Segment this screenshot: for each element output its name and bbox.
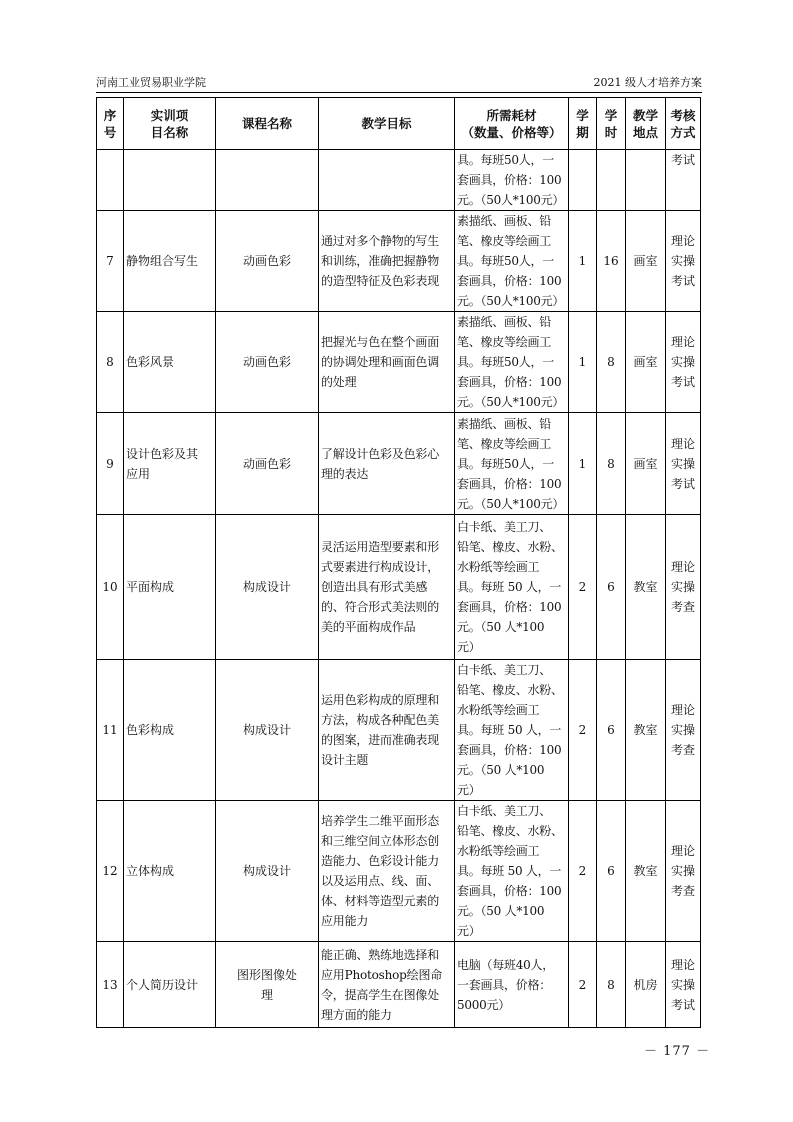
- document-title: 2021 级人才培养方案: [593, 76, 702, 89]
- cell-materials-line: 元。（50 人*100: [457, 620, 545, 634]
- table-row: [97, 211, 701, 312]
- cell-assessment-line: 考试: [670, 274, 695, 288]
- cell-goal-line: 美的平面构成作品: [321, 620, 416, 634]
- cell-no: [97, 150, 124, 211]
- cell-assessment: [666, 942, 701, 1028]
- cell-project-line: 设计色彩及其: [126, 446, 199, 461]
- cell-goal-line: 的处理: [321, 375, 357, 389]
- table-row: [97, 515, 701, 660]
- cell-project-line: 静物组合写生: [126, 254, 199, 268]
- cell-course-line: 构成设计: [242, 580, 291, 594]
- cell-goal-line: 通过对多个静物的写生: [321, 234, 440, 248]
- cell-assessment-line: 考试: [670, 997, 695, 1012]
- cell-goal-line: 令，提高学生在图像处: [321, 987, 440, 1002]
- cell-goal-line: 的造型特征及色彩表现: [321, 274, 440, 288]
- header-location: 教学 地点: [626, 98, 666, 150]
- cell-course: [216, 413, 319, 515]
- cell-goal-line: 应用Photoshop绘图命: [321, 967, 443, 982]
- cell-materials-line: 具。每班50人，一: [457, 153, 555, 167]
- cell-materials-line: 白卡纸、美工刀、: [457, 520, 552, 534]
- cell-no: 9: [97, 413, 124, 515]
- cell-assessment-line: 考试: [670, 375, 695, 389]
- cell-hours: [597, 150, 626, 211]
- cell-materials-line: 电脑（每班40人，: [457, 957, 555, 972]
- cell-assessment-line: 理论: [670, 560, 695, 574]
- cell-materials-line: 铅笔、橡皮、水粉、: [457, 540, 563, 554]
- cell-materials-line: 素描纸、画板、铅: [457, 214, 552, 228]
- cell-goal: [319, 413, 455, 515]
- cell-course-line: 构成设计: [242, 864, 291, 878]
- cell-materials-line: 元）: [457, 783, 481, 797]
- header-term: 学 期: [569, 98, 597, 150]
- cell-hours: 6: [597, 660, 626, 801]
- cell-materials-line: 元）: [457, 640, 481, 654]
- cell-materials-line: 具。每班 50 人，一: [457, 723, 562, 737]
- cell-goal-line: 的图案，进而准确表现: [321, 733, 440, 747]
- cell-location: [626, 150, 666, 211]
- cell-assessment-line: 实操: [670, 864, 695, 878]
- cell-materials: [455, 660, 569, 801]
- cell-goal-line: 应用能力: [321, 914, 369, 928]
- cell-project: [124, 413, 216, 515]
- cell-assessment-line: 考查: [670, 600, 695, 614]
- cell-course: [216, 211, 319, 312]
- cell-materials-line: 元）: [457, 924, 481, 938]
- cell-assessment-line: 实操: [670, 977, 695, 992]
- cell-project-line: 平面构成: [126, 580, 175, 594]
- header-course: 课程名称: [216, 98, 319, 150]
- cell-materials-line: 套画具，价格：100: [457, 476, 562, 491]
- cell-materials-line: 水粉纸等绘画工: [457, 844, 540, 858]
- cell-materials-line: 素描纸、画板、铅: [457, 315, 552, 329]
- cell-hours: 6: [597, 515, 626, 660]
- cell-goal-line: 以及运用点、线、面、: [321, 874, 440, 888]
- cell-project: [124, 211, 216, 312]
- cell-project-line: 色彩构成: [126, 723, 175, 737]
- cell-materials-line: 套画具，价格：100: [457, 375, 562, 389]
- cell-term: 2: [569, 515, 597, 660]
- cell-project: [124, 150, 216, 211]
- table-row: [97, 942, 701, 1028]
- cell-materials-line: 水粉纸等绘画工: [457, 703, 540, 717]
- cell-hours: 6: [597, 801, 626, 942]
- cell-project: [124, 515, 216, 660]
- cell-course: [216, 801, 319, 942]
- cell-hours: 8: [597, 413, 626, 515]
- cell-no: 8: [97, 312, 124, 413]
- cell-materials-line: 套画具，价格：100: [457, 743, 562, 757]
- cell-materials-line: 元。（50人*100元）: [457, 496, 565, 511]
- cell-materials-line: 铅笔、橡皮、水粉、: [457, 824, 563, 838]
- cell-assessment-line: 实操: [670, 456, 695, 471]
- cell-assessment: [666, 312, 701, 413]
- cell-term: 1: [569, 312, 597, 413]
- cell-assessment-line: 理论: [670, 957, 695, 972]
- cell-project-line: 应用: [126, 466, 151, 481]
- cell-goal-line: 运用色彩构成的原理和: [321, 693, 440, 707]
- header-no: 序 号: [97, 98, 124, 150]
- cell-goal-line: 式要素进行构成设计，: [321, 560, 440, 574]
- cell-assessment: [666, 413, 701, 515]
- cell-project: [124, 312, 216, 413]
- cell-assessment: [666, 211, 701, 312]
- cell-course-line: 动画色彩: [242, 254, 291, 268]
- cell-assessment: [666, 660, 701, 801]
- cell-materials-line: 5000元）: [457, 997, 511, 1012]
- cell-goal: [319, 660, 455, 801]
- cell-project-line: 个人简历设计: [126, 977, 199, 992]
- cell-materials: [455, 312, 569, 413]
- cell-no: 7: [97, 211, 124, 312]
- cell-hours: 8: [597, 312, 626, 413]
- training-table: [96, 97, 701, 1028]
- cell-materials-line: 元。（50人*100元）: [457, 294, 565, 308]
- table-row: [97, 312, 701, 413]
- cell-materials-line: 水粉纸等绘画工: [457, 560, 540, 574]
- cell-goal-line: 方法，构成各种配色美: [321, 713, 440, 727]
- cell-assessment-line: 理论: [670, 703, 695, 717]
- cell-course-line: 理: [260, 987, 273, 1002]
- header-assessment: 考核 方式: [666, 98, 701, 150]
- cell-goal-line: 的、符合形式美法则的: [321, 600, 440, 614]
- cell-goal-line: 能正确、熟练地选择和: [321, 947, 440, 962]
- table-body: [97, 150, 701, 1028]
- cell-project: [124, 801, 216, 942]
- cell-goal-line: 灵活运用造型要素和形: [321, 540, 440, 554]
- cell-hours: 16: [597, 211, 626, 312]
- cell-goal: [319, 312, 455, 413]
- cell-materials-line: 笔、橡皮等绘画工: [457, 436, 552, 451]
- cell-goal-line: 和训练，准确把握静物: [321, 254, 440, 268]
- cell-no: 12: [97, 801, 124, 942]
- cell-materials-line: 素描纸、画板、铅: [457, 416, 552, 431]
- cell-term: [569, 150, 597, 211]
- table-row: [97, 660, 701, 801]
- header-hours: 学 时: [597, 98, 626, 150]
- cell-no: 10: [97, 515, 124, 660]
- cell-project-line: 色彩风景: [126, 355, 175, 369]
- page-number: － 177 －: [644, 1044, 711, 1059]
- cell-location: 教室: [626, 660, 666, 801]
- cell-assessment-line: 理论: [670, 436, 695, 451]
- cell-no: 11: [97, 660, 124, 801]
- cell-goal-line: 培养学生二维平面形态: [321, 814, 440, 828]
- cell-term: 1: [569, 413, 597, 515]
- cell-course-line: 动画色彩: [242, 355, 291, 369]
- cell-assessment: [666, 515, 701, 660]
- cell-assessment-line: 理论: [670, 335, 695, 349]
- cell-materials-line: 元。（50 人*100: [457, 763, 545, 777]
- cell-materials-line: 具。每班50人，一: [457, 355, 555, 369]
- header-rule: [96, 92, 702, 93]
- cell-materials: [455, 515, 569, 660]
- cell-goal: [319, 942, 455, 1028]
- cell-goal: [319, 150, 455, 211]
- cell-goal-line: 把握光与色在整个画面: [321, 335, 440, 349]
- cell-location: 画室: [626, 413, 666, 515]
- cell-goal-line: 理的表达: [321, 466, 369, 481]
- cell-course: [216, 150, 319, 211]
- cell-course-line: 动画色彩: [242, 456, 291, 471]
- cell-materials-line: 元。（50人*100元）: [457, 193, 565, 207]
- cell-goal: [319, 211, 455, 312]
- cell-materials-line: 具。每班50人，一: [457, 254, 555, 268]
- cell-materials-line: 套画具，价格：100: [457, 173, 562, 187]
- cell-goal-line: 的协调处理和画面色调: [321, 355, 440, 369]
- cell-assessment: [666, 150, 701, 211]
- cell-materials-line: 元。（50人*100元）: [457, 395, 565, 409]
- cell-materials-line: 具。每班 50 人，一: [457, 864, 562, 878]
- cell-course-line: 构成设计: [242, 723, 291, 737]
- header-materials: 所需耗材 （数量、价格等）: [455, 98, 569, 150]
- table-row: [97, 413, 701, 515]
- cell-location: 教室: [626, 515, 666, 660]
- cell-course: [216, 660, 319, 801]
- cell-assessment-line: 考查: [670, 884, 695, 898]
- cell-goal-line: 造能力、色彩设计能力: [321, 854, 440, 868]
- header-goal: 教学目标: [319, 98, 455, 150]
- cell-assessment-line: 考查: [670, 743, 695, 757]
- cell-goal-line: 体、材料等造型元素的: [321, 894, 440, 908]
- cell-assessment-line: 实操: [670, 254, 695, 268]
- cell-goal: [319, 801, 455, 942]
- cell-term: 1: [569, 211, 597, 312]
- cell-goal-line: 设计主题: [321, 753, 369, 767]
- cell-assessment-line: 实操: [670, 355, 695, 369]
- cell-assessment: [666, 801, 701, 942]
- cell-assessment-line: 理论: [670, 234, 695, 248]
- cell-materials-line: 具。每班 50 人，一: [457, 580, 562, 594]
- cell-assessment-line: 实操: [670, 580, 695, 594]
- cell-no: 13: [97, 942, 124, 1028]
- cell-goal: [319, 515, 455, 660]
- cell-course: [216, 312, 319, 413]
- school-name: 河南工业贸易职业学院: [96, 76, 206, 89]
- cell-materials-line: 套画具，价格：100: [457, 884, 562, 898]
- cell-materials: [455, 413, 569, 515]
- cell-materials: [455, 211, 569, 312]
- cell-location: 教室: [626, 801, 666, 942]
- cell-materials-line: 白卡纸、美工刀、: [457, 804, 552, 818]
- cell-location: 画室: [626, 312, 666, 413]
- cell-materials-line: 铅笔、橡皮、水粉、: [457, 683, 563, 697]
- cell-goal-line: 理方面的能力: [321, 1007, 392, 1022]
- cell-term: 2: [569, 942, 597, 1028]
- cell-project: [124, 942, 216, 1028]
- cell-materials: [455, 801, 569, 942]
- cell-term: 2: [569, 660, 597, 801]
- cell-project-line: 立体构成: [126, 864, 175, 878]
- cell-materials-line: 一套画具，价格：: [457, 977, 552, 992]
- header-project: 实训项 目名称: [124, 98, 216, 150]
- cell-goal-line: 创造出具有形式美感: [321, 580, 428, 594]
- cell-materials-line: 具。每班50人，一: [457, 456, 555, 471]
- cell-assessment-line: 理论: [670, 844, 695, 858]
- cell-materials-line: 元。（50 人*100: [457, 904, 545, 918]
- cell-materials-line: 套画具，价格：100: [457, 600, 562, 614]
- cell-materials-line: 白卡纸、美工刀、: [457, 663, 552, 677]
- cell-project: [124, 660, 216, 801]
- cell-location: 机房: [626, 942, 666, 1028]
- cell-assessment-line: 考试: [670, 476, 695, 491]
- cell-goal-line: 和三维空间立体形态创: [321, 834, 440, 848]
- table-row: [97, 150, 701, 211]
- cell-materials-line: 套画具，价格：100: [457, 274, 562, 288]
- cell-course: [216, 515, 319, 660]
- cell-materials: [455, 150, 569, 211]
- cell-hours: 8: [597, 942, 626, 1028]
- table-row: [97, 801, 701, 942]
- cell-course: [216, 942, 319, 1028]
- table-header-row: [97, 98, 701, 150]
- page-header: [96, 76, 702, 90]
- cell-goal-line: 了解设计色彩及色彩心: [321, 446, 440, 461]
- cell-location: 画室: [626, 211, 666, 312]
- cell-assessment-line: 实操: [670, 723, 695, 737]
- cell-materials: [455, 942, 569, 1028]
- cell-materials-line: 笔、橡皮等绘画工: [457, 335, 552, 349]
- cell-term: 2: [569, 801, 597, 942]
- cell-materials-line: 笔、橡皮等绘画工: [457, 234, 552, 248]
- cell-course-line: 图形图像处: [236, 967, 297, 982]
- cell-assessment-line: 考试: [670, 153, 695, 167]
